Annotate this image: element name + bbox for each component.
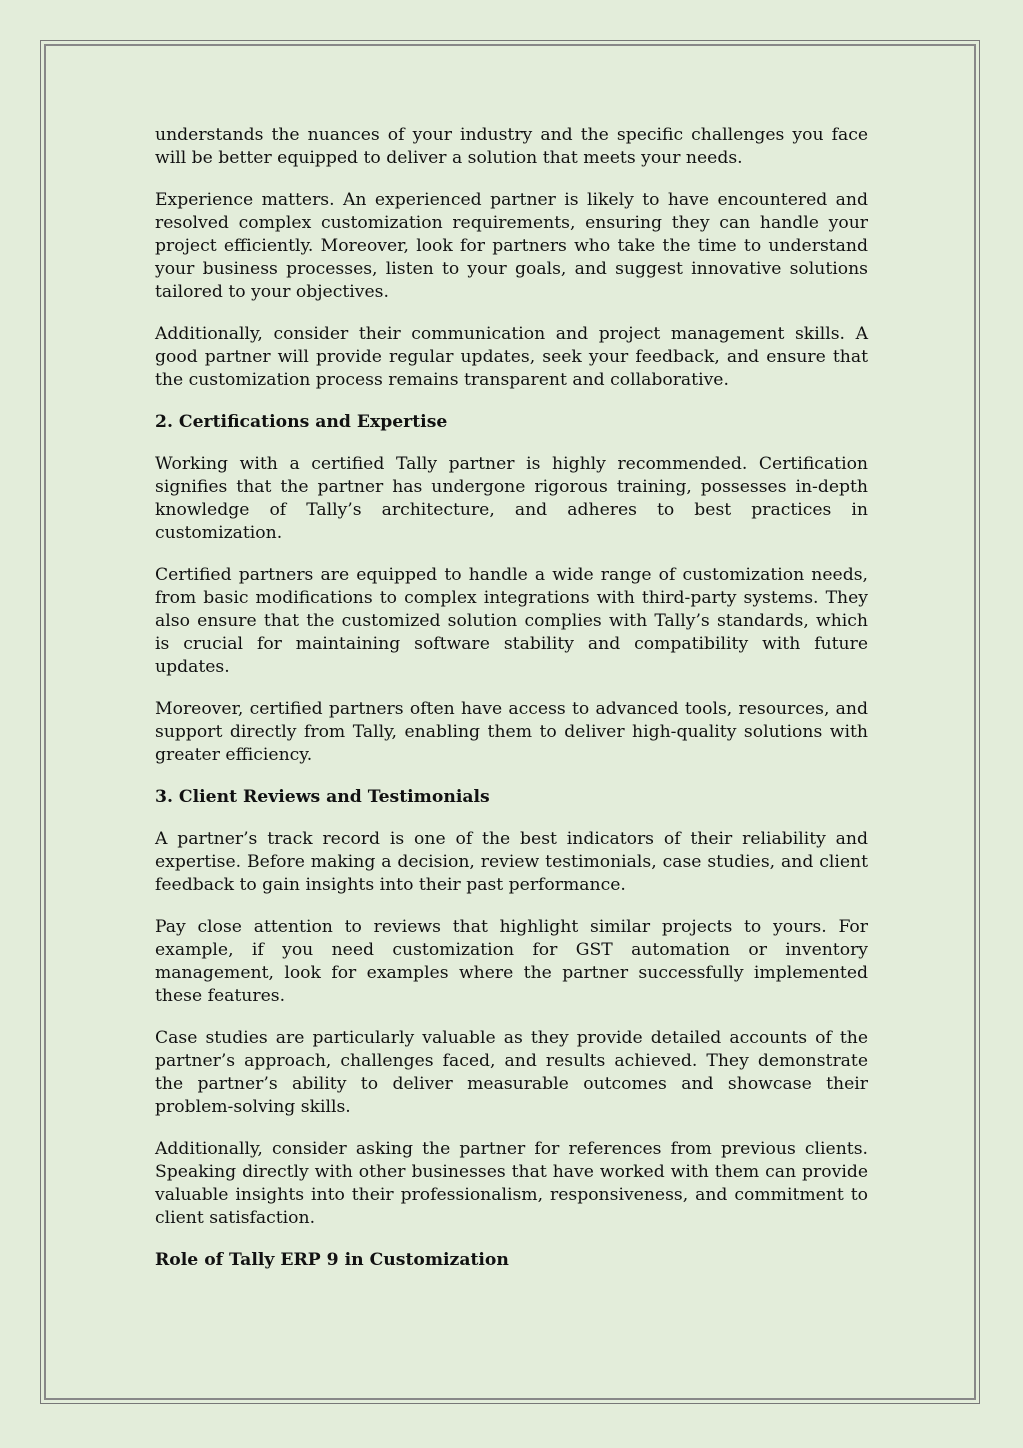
heading-role-of-tally: Role of Tally ERP 9 in Customization bbox=[155, 1250, 509, 1270]
heading-client-reviews: 3. Client Reviews and Testimonials bbox=[155, 787, 490, 807]
paragraph-experience: Experience matters. An experienced partner is likely to have encountered and resolved complex customization requirements, ensuring they can handle your project efficiently. Moreover, look for partners who take the time to understand your business processes, listen to your goals, and suggest innovative solutions tailored to your objectives. bbox=[155, 190, 868, 302]
paragraph-certified-capabilities: Certified partners are equipped to handle a wide range of customization needs, from basic modifications to complex integrations with third-party systems. They also ensure that the customized solution complies with Tally’s standards, which is crucial for maintaining software stability and compatibility with future updates. bbox=[155, 565, 868, 677]
document-body bbox=[155, 124, 868, 1291]
paragraph-certified-partner: Working with a certified Tally partner is highly recommended. Certification signifies that the partner has undergone rigorous training, possesses in-depth knowledge of Tally’s architecture, and adheres to best practices in customization. bbox=[155, 454, 868, 543]
paragraph-references: Additionally, consider asking the partner for references from previous clients. Speaking directly with other businesses that have worked with them can provide valuable insights into their professionalism, responsiveness, and commitment to client satisfaction. bbox=[155, 1139, 868, 1228]
paragraph-certified-tools: Moreover, certified partners often have access to advanced tools, resources, and support directly from Tally, enabling them to deliver high-quality solutions with greater efficiency. bbox=[155, 699, 868, 765]
paragraph-track-record: A partner’s track record is one of the best indicators of their reliability and expertise. Before making a decision, review testimonials, case studies, and client feedback to gain insights into their past performance. bbox=[155, 829, 868, 895]
heading-certifications: 2. Certifications and Expertise bbox=[155, 412, 448, 432]
paragraph-similar-projects: Pay close attention to reviews that highlight similar projects to yours. For example, if you need customization for GST automation or inventory management, look for examples where the partner successfully implemented these features. bbox=[155, 917, 868, 1006]
paragraph-case-studies: Case studies are particularly valuable as they provide detailed accounts of the partner’s approach, challenges faced, and results achieved. They demonstrate the partner’s ability to deliver measurable outcomes and showcase their problem-solving skills. bbox=[155, 1028, 868, 1117]
paragraph-communication: Additionally, consider their communication and project management skills. A good partner will provide regular updates, seek your feedback, and ensure that the customization process remains transparent and collaborative. bbox=[155, 324, 868, 390]
paragraph-industry-nuances: understands the nuances of your industry and the specific challenges you face will be better equipped to deliver a solution that meets your needs. bbox=[155, 125, 868, 168]
